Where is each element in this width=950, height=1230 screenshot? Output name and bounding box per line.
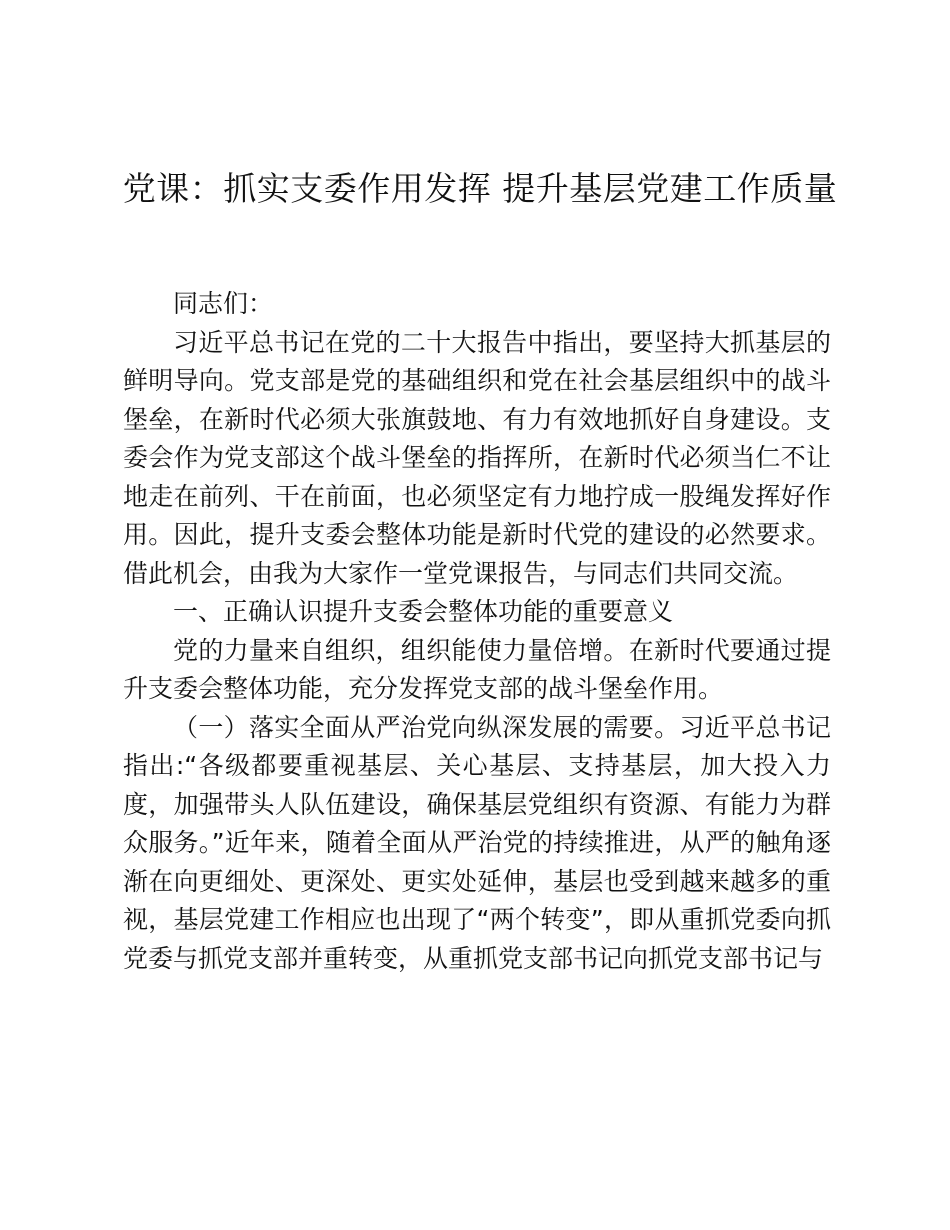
document-body xyxy=(123,285,831,978)
salutation-paragraph: 同志们： xyxy=(173,289,274,318)
document-title: 党课：抓实支委作用发挥 提升基层党建工作质量 xyxy=(122,169,838,208)
subsection-paragraph: （一）落实全面从严治党向纵深发展的需要。习近平总书记指出:“各级都要重视基层、关心基层、支持基层，加大投入力度，加强带头人队伍建设，确保基层党组织有资源、有能力为群众服务。”近年来，随着全面从严治党的持续推进，从严的触角逐渐在向更细处、更深处、更实处延伸，基层也受到越来越多的重视，基层党建工作相应也出现了“两个转变”，即从重抓党委向抓党委与抓党支部并重转变，从重抓党支部书记向抓党支部书记与 xyxy=(123,712,831,973)
intro-paragraph: 习近平总书记在党的二十大报告中指出，要坚持大抓基层的鲜明导向。党支部是党的基础组织和党在社会基层组织中的战斗堡垒，在新时代必须大张旗鼓地、有力有效地抓好自身建设。支委会作为党支部这个战斗堡垒的指挥所，在新时代必须当仁不让地走在前列、干在前面，也必须坚定有力地拧成一股绳发挥好作用。因此，提升支委会整体功能是新时代党的建设的必然要求。借此机会，由我为大家作一堂党课报告，与同志们共同交流。 xyxy=(123,327,831,588)
section-heading: 一、正确认识提升支委会整体功能的重要意义 xyxy=(173,597,674,626)
section-intro-paragraph: 党的力量来自组织，组织能使力量倍增。在新时代要通过提升支委会整体功能，充分发挥党支部的战斗堡垒作用。 xyxy=(123,635,831,703)
